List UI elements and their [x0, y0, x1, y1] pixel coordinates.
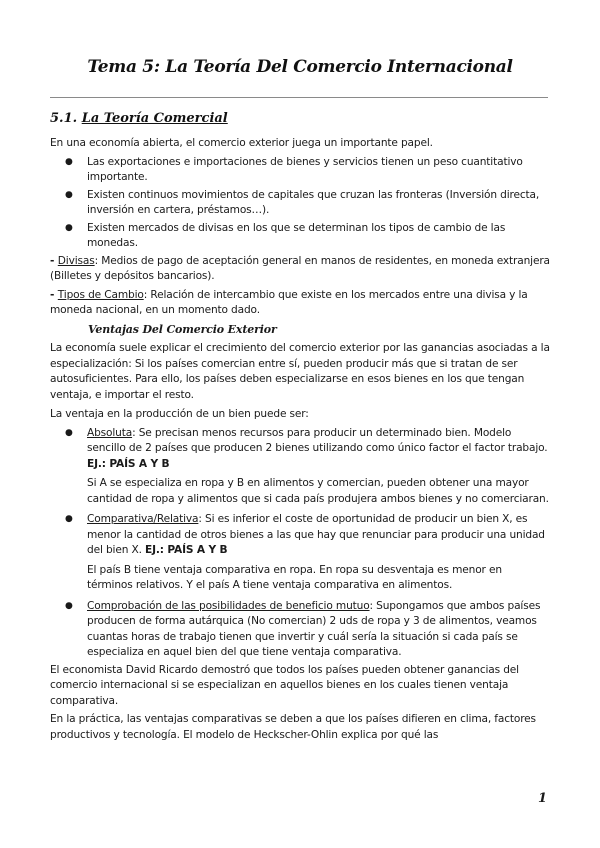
list-item-text: Existen mercados de divisas en los que se determinan los tipos de cambio de las monedas.: [87, 221, 506, 249]
page-number: 1: [538, 791, 548, 806]
list-item-text: Existen continuos movimientos de capitales que cruzan las fronteras (Inversión directa, inversión en cartera, préstamos…).: [87, 188, 540, 216]
advantage-text: : Supongamos que ambos países producen de forma autárquica (No comercian) 2 uds de ropa y 3 de alimentos, veamos cuantas horas de trabajo tienen que invertir y cuál sería la situación si cada país se especializa en aquel bien del que tiene ventaja comparativa.: [87, 599, 541, 658]
list-item: [50, 221, 550, 252]
intro-bullet-list: [50, 155, 550, 252]
list-item: [50, 188, 550, 219]
definition-text: : Relación de intercambio que existe en los mercados entre una divisa y la moneda nacional, en un momento dado.: [50, 288, 528, 316]
advantage-example: EJ.: PAÍS A Y B: [87, 457, 170, 470]
bullet-icon: ●: [65, 427, 73, 438]
definition-prefix: -: [50, 288, 58, 301]
bullet-icon: ●: [65, 156, 73, 167]
intro-paragraph: En una economía abierta, el comercio exterior juega un importante papel.: [50, 137, 433, 149]
definition-divisas: [50, 254, 550, 285]
paragraph-ricardo: El economista David Ricardo demostró que todos los países pueden obtener ganancias del comercio internacional si se especializan en aquellos bienes en los cuales tienen ventaja comparativa.: [50, 663, 519, 707]
advantage-term: Comparativa/Relativa: [87, 513, 199, 525]
section-heading: [50, 111, 228, 126]
advantage-text: : Se precisan menos recursos para producir un determinado bien. Modelo sencillo de 2 países que producen 2 bienes utilizando como único factor el factor trabajo.: [87, 426, 548, 454]
list-item-text: Las exportaciones e importaciones de bienes y servicios tienen un peso cuantitativo importante.: [87, 155, 523, 183]
definition-prefix: -: [50, 254, 58, 267]
bullet-icon: ●: [65, 514, 73, 524]
advantages-list: [50, 426, 550, 661]
advantage-explanation: Si A se especializa en ropa y B en alimentos y comercian, pueden obtener una mayor cantidad de ropa y alimentos que si cada país produjera ambos bienes y no comerciaran.: [87, 477, 549, 505]
advantage-example: EJ.: PAÍS A Y B: [145, 544, 228, 556]
list-item: [50, 512, 550, 594]
bullet-icon: ●: [65, 222, 73, 233]
title-divider: [50, 97, 548, 98]
advantage-explanation: El país B tiene ventaja comparativa en ropa. En ropa su desventaja es menor en términos relativos. Y el país A tiene ventaja comparativa en alimentos.: [87, 563, 502, 591]
paragraph-especializacion: La economía suele explicar el crecimiento del comercio exterior por las ganancias asociadas a la especialización: Si los países comercian entre sí, pueden producir más que si tratan de ser autosuficientes. Para ello, los países deben especializarse en esos bienes en los que tengan ventaja, e importar el resto.: [50, 342, 550, 401]
paragraph-practica: En la práctica, las ventajas comparativas se deben a que los países difieren en clima, factores productivos y tecnología. El modelo de Heckscher-Ohlin explica por qué las: [50, 713, 536, 741]
list-item: [50, 599, 550, 661]
paragraph-ventaja-intro: La ventaja en la producción de un bien puede ser:: [50, 408, 309, 420]
definition-term: Divisas: [57, 254, 95, 267]
list-item: [50, 426, 550, 508]
bullet-icon: ●: [65, 600, 73, 611]
section-number: 5.1.: [50, 111, 78, 126]
subheading-ventajas: Ventajas Del Comercio Exterior: [88, 322, 277, 336]
definition-term: Tipos de Cambio: [57, 288, 144, 301]
definition-text: : Medios de pago de aceptación general en manos de residentes, en moneda extranjera (Billetes y depósitos bancarios).: [50, 254, 550, 282]
advantage-term: Absoluta: [87, 426, 133, 439]
advantage-term: Comprobación de las posibilidades de beneficio mutuo: [87, 599, 370, 612]
advantage-text: : Si es inferior el coste de oportunidad de producir un bien X, es menor la cantidad de otros bienes a las que hay que renunciar para producir una unidad del bien X.: [87, 513, 545, 556]
section-title: La Teoría Comercial: [81, 111, 228, 126]
document-body: [50, 136, 550, 746]
bullet-icon: ●: [65, 189, 73, 200]
list-item: [50, 155, 550, 186]
page-title: Tema 5: La Teoría Del Comercio Internacional: [87, 57, 513, 77]
definition-tipos-de-cambio: [50, 288, 550, 319]
